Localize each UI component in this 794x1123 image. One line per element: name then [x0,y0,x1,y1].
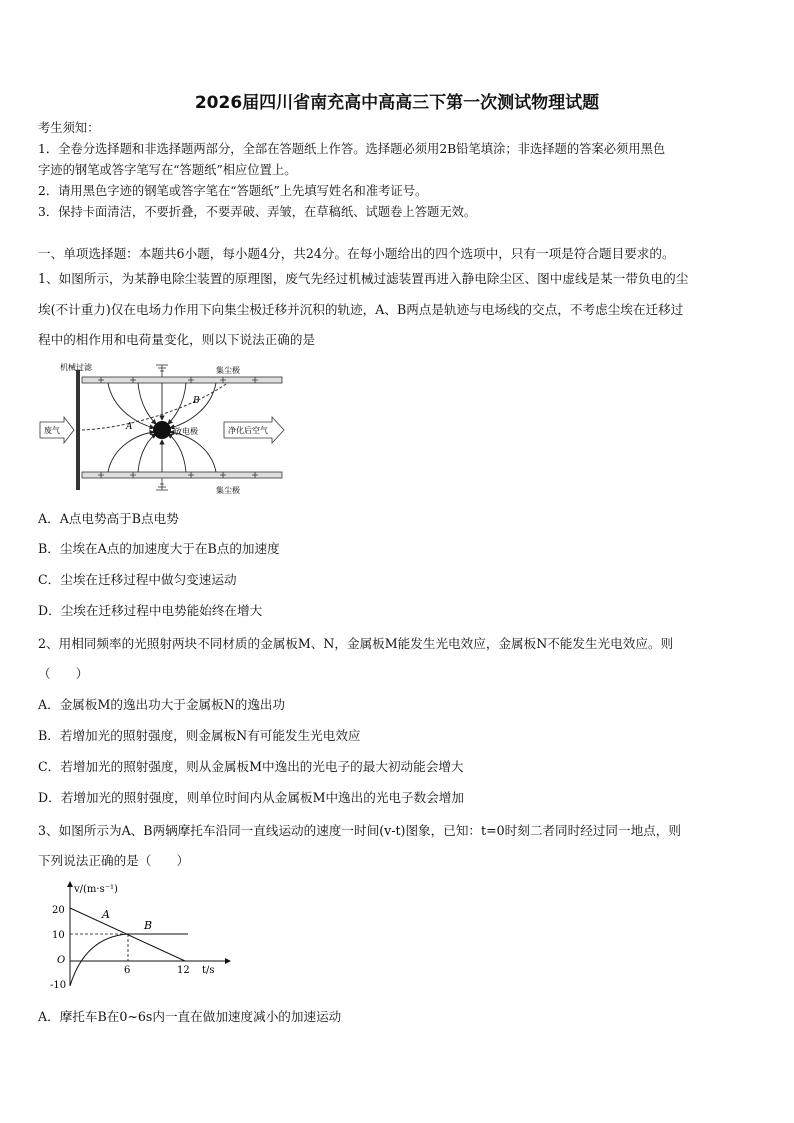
q1-stem: 1、如图所示，为某静电除尘装置的原理图，废气先经过机械过滤装置再进入静电除尘区、图中虚线是某一带负电的尘 [38,271,689,286]
page-title: 2026届四川省南充高中高高三下第一次测试物理试题 [194,93,600,113]
q2-option: D．若增加光的照射强度，则单位时间内从金属板M中逸出的光电子数会增加 [38,790,464,805]
q1-stem: 程中的相作用和电荷量变化，则以下说法正确的是 [38,332,316,347]
filter-label: 机械过滤 [60,363,92,372]
line-b [70,934,188,986]
q2-stem: 2、用相同频率的光照射两块不同材质的金属板M、N，金属板M能发生光电效应，金属板N不能发生光电效应。则 [38,636,674,651]
q1-option: D．尘埃在迁移过程中电势能始终在增大 [38,603,263,618]
q3-stem: 3、如图所示为A、B两辆摩托车沿同一直线运动的速度一时间(v-t)图象，已知：t=0时刻二者同时经过同一地点，则 [38,823,681,838]
outlet-label: 净化后空气 [228,426,268,435]
notice-item: 1．全卷分选择题和非选择题两部分，全部在答题纸上作答。选择题必须用2B铅笔填涂；非选择题的答案必须用黑色 [38,142,666,156]
x-tick-12: 12 [177,965,190,976]
q1-stem: 埃(不计重力)仅在电场力作用下向集尘极迁移并沉积的轨迹，A、B两点是轨迹与电场线的交点，不考虑尘埃在迁移过 [38,302,684,317]
point-a-label: A [126,422,133,432]
y-tick-20: 20 [52,905,65,916]
q1-option: C．尘埃在迁移过程中做匀变速运动 [38,572,237,587]
collector-label-top: 集尘极 [216,366,240,375]
x-tick-6: 6 [124,965,131,976]
y-tick-10: 10 [52,930,65,941]
q1-option: B．尘埃在A点的加速度大于在B点的加速度 [38,541,280,556]
q1-option: A．A点电势高于B点电势 [38,511,179,526]
notice-heading: 考生须知： [38,121,100,135]
q2-option: C．若增加光的照射强度，则从金属板M中逸出的光电子的最大初动能会增大 [38,759,464,774]
notice-item: 字迹的钢笔或答字笔写在“答题纸”相应位置上。 [38,163,297,177]
electrode-label: 放电极 [174,427,198,436]
notice-item: 2．请用黑色字迹的钢笔或答字笔在“答题纸”上先填写姓名和准考证号。 [38,184,428,198]
q3-option: A．摩托车B在0~6s内一直在做加速度减小的加速运动 [38,1009,342,1024]
filter-wall [76,370,80,490]
q2-option: A．金属板M的逸出功大于金属板N的逸出功 [38,697,286,712]
line-a-label: A [102,908,110,921]
collector-label-bottom: 集尘极 [216,486,240,495]
point-b-label: B [193,396,200,406]
q3-stem: 下列说法正确的是（ ） [38,853,190,868]
q2-stem: （ ） [38,666,89,681]
section-heading: 一、单项选择题：本题共6小题，每小题4分，共24分。在每小题给出的四个选项中，只有一项是符合题目要求的。 [38,246,675,261]
vt-graph [40,878,240,993]
precipitator-diagram [38,360,288,500]
notice-item: 3．保持卡面清洁，不要折叠，不要弄破、弄皱，在草稿纸、试题卷上答题无效。 [38,205,477,219]
y-tick-neg10: -10 [50,980,67,991]
x-axis-label: t/s [202,965,215,976]
line-b-label: B [144,919,153,932]
y-axis-label: v/(m·s⁻¹) [74,884,118,895]
inlet-label: 废气 [44,426,60,435]
origin-label: O [57,955,66,966]
q2-option: B．若增加光的照射强度，则金属板N有可能发生光电效应 [38,728,361,743]
discharge-electrode [153,421,171,439]
